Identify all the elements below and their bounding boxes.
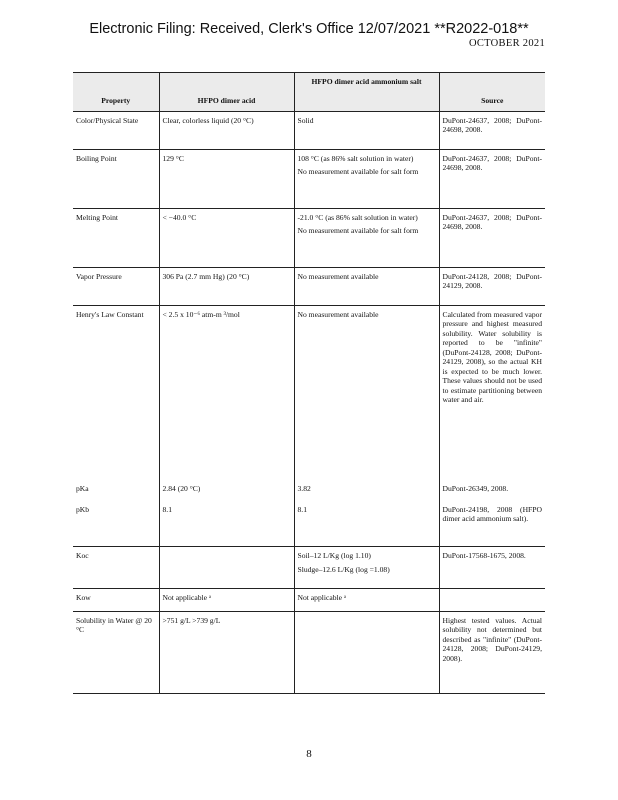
source-cell: Calculated from measured vapor pressure and highest measured solubility. Water solubility is reported to be "infinite" (DuPont-24128, 2008; DuPont-24129, 2008), so the actual KH is expected to be much lower. These values should not be used to estimate partitioning between water and air. — [442, 310, 542, 405]
acid-cell: < 2.5 x 10⁻⁶ atm-m ³/mol — [159, 306, 294, 480]
source-cell: DuPont-24128, 2008; DuPont-24129, 2008. — [439, 268, 545, 306]
table-header-row — [73, 73, 545, 112]
salt-cell: 108 °C (as 86% salt solution in water) No measurement available for salt form — [294, 150, 439, 209]
source-cell: DuPont-24637, 2008; DuPont-24698, 2008. — [439, 112, 545, 150]
salt-cell: Not applicable ᵃ — [294, 589, 439, 611]
acid-cell: 306 Pa (2.7 mm Hg) (20 °C) — [159, 268, 294, 306]
property-cell: Kow — [73, 589, 159, 611]
salt-cell: 3.82 — [294, 480, 439, 501]
table-row — [73, 589, 545, 611]
table-row — [73, 611, 545, 693]
table-row — [73, 480, 545, 501]
salt-cell: -21.0 °C (as 86% salt solution in water) No measurement available for salt form — [294, 209, 439, 268]
acid-cell: Not applicable ᵃ — [159, 589, 294, 611]
property-cell: Henry's Law Constant — [73, 306, 159, 480]
property-cell: Koc — [73, 547, 159, 589]
source-cell: DuPont-24198, 2008 (HFPO dimer acid ammonium salt). — [439, 501, 545, 547]
document-date: OCTOBER 2021 — [468, 38, 545, 49]
property-cell: Boiling Point — [73, 150, 159, 209]
properties-table — [73, 72, 545, 694]
property-cell: Melting Point — [73, 209, 159, 268]
column-header-acid: HFPO dimer acid — [159, 73, 294, 112]
source-cell: DuPont-24637, 2008; DuPont-24698, 2008. — [439, 209, 545, 268]
property-cell: pKb — [73, 501, 159, 547]
acid-cell: < −40.0 °C — [159, 209, 294, 268]
salt-cell — [294, 611, 439, 693]
property-cell: Color/Physical State — [73, 112, 159, 150]
source-cell: DuPont-17568-1675, 2008. — [439, 547, 545, 589]
column-header-salt: HFPO dimer acid ammonium salt — [294, 73, 439, 112]
table-row — [73, 150, 545, 209]
column-header-property: Property — [73, 73, 159, 112]
salt-cell: 8.1 — [294, 501, 439, 547]
table-row — [73, 547, 545, 589]
salt-cell: No measurement available — [294, 268, 439, 306]
table-row — [73, 112, 545, 150]
salt-cell: Soil–12 L/Kg (log 1.10) Sludge–12.6 L/Kg (log =1.08) — [294, 547, 439, 589]
acid-cell: >751 g/L >739 g/L — [159, 611, 294, 693]
acid-cell: 129 °C — [159, 150, 294, 209]
table-row — [73, 306, 545, 480]
salt-cell: No measurement available — [294, 306, 439, 480]
property-cell: Solubility in Water @ 20 °C — [73, 611, 159, 693]
salt-cell: Solid — [294, 112, 439, 150]
property-cell: Vapor Pressure — [73, 268, 159, 306]
source-cell: Highest tested values. Actual solubility not determined but described as "infinite" (DuPont-24128, 2008; DuPont-24129, 2008). — [439, 611, 545, 693]
table-row — [73, 209, 545, 268]
source-cell: DuPont-26349, 2008. — [442, 483, 509, 493]
filing-header: Electronic Filing: Received, Clerk's Office 12/07/2021 **R2022-018** — [89, 21, 529, 37]
acid-cell — [159, 547, 294, 589]
source-cell: DuPont-24637, 2008; DuPont-24698, 2008. — [439, 150, 545, 209]
page-number: 8 — [306, 748, 312, 760]
acid-cell: 8.1 — [159, 501, 294, 547]
table-row — [73, 501, 545, 547]
property-cell: pKa — [73, 480, 159, 501]
column-header-source: Source — [439, 73, 545, 112]
acid-cell: 2.84 (20 °C) — [159, 480, 294, 501]
source-cell — [439, 589, 545, 611]
acid-cell: Clear, colorless liquid (20 °C) — [159, 112, 294, 150]
table-row — [73, 268, 545, 306]
